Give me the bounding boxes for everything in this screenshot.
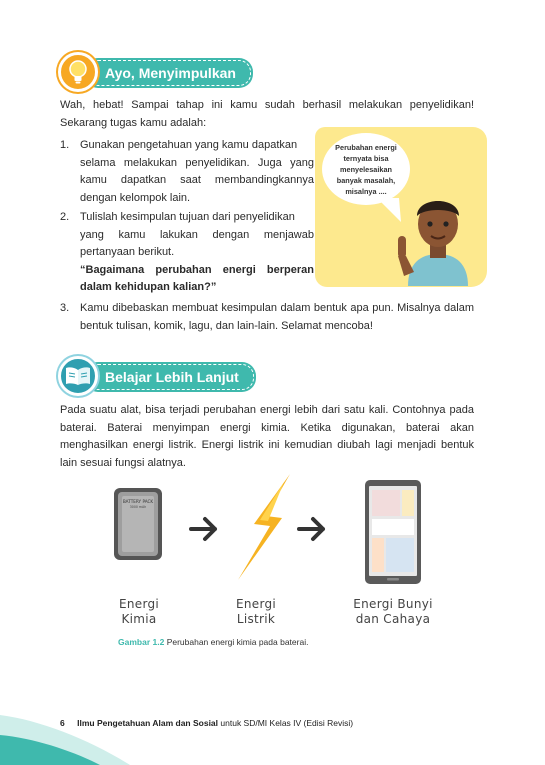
section-title-conclude: Ayo, Menyimpulkan	[86, 60, 251, 86]
task-text: Kamu dibebaskan membuat kesimpulan dalam bentuk apa pun. Misalnya dalam bentuk tulisan, komik, lagu, dan lain-lain. Selamat mencoba!	[80, 302, 474, 332]
page-footer	[60, 718, 353, 728]
figure-caption-label: Gambar 1.2	[118, 637, 165, 647]
further-paragraph: Pada suatu alat, bisa terjadi perubahan energi lebih dari satu kali. Contohnya pada baterai. Baterai menyimpan energi kimia. Ketika digunakan, baterai akan menghasilkan energi listrik. Energi listrik ini kemudian diubah lagi menjadi bentuk lain sesuai fungsi alatnya.	[60, 404, 474, 469]
section-header-further	[58, 356, 288, 396]
boy-thinking-illustration	[392, 186, 484, 286]
section-header-conclude	[58, 52, 278, 92]
arrow-right-icon	[189, 514, 219, 544]
battery-label: BATTERY PACK	[122, 499, 154, 504]
tablet-device-icon	[364, 479, 422, 585]
figure-caption	[118, 637, 308, 647]
intro-paragraph: Wah, hebat! Sampai tahap ini kamu sudah berhasil melakukan penyelidikan! Sekarang tugas kamu adalah:	[60, 99, 474, 129]
task-line: dengan kelompok lain.	[80, 191, 191, 204]
task-question: “Bagaimana perubahan energi berperan dalam kehidupan kalian?”	[80, 263, 314, 293]
book-title: Ilmu Pengetahuan Alam dan Sosial	[77, 718, 219, 728]
task-line: Gunakan pengetahuan yang kamu dapatkan	[80, 139, 298, 151]
section-title-further: Belajar Lebih Lanjut	[86, 364, 254, 390]
task-number: 1.	[60, 139, 70, 151]
label-chemical-energy: Energi Kimia	[118, 597, 160, 626]
arrow-right-icon	[297, 514, 327, 544]
open-book-icon	[58, 356, 98, 396]
task-number: 2.	[60, 211, 70, 223]
task-line: kamu dapatkan saat membandingkannya	[80, 174, 314, 186]
lightning-bolt-icon	[232, 472, 294, 582]
task-line: yang kamu lakukan dengan menjawab	[80, 228, 314, 241]
battery-capacity: 3000 mAh	[129, 505, 147, 509]
speech-bubble: Perubahan energi ternyata bisa menyelesaikan banyak masalah, misalnya ....	[322, 133, 410, 205]
label-sound-light-energy: Energi Bunyi dan Cahaya	[353, 597, 433, 626]
book-subtitle: untuk SD/MI Kelas IV (Edisi Revisi)	[220, 718, 354, 728]
page-number: 6	[60, 718, 65, 728]
label-electric-energy: Energi Listrik	[235, 597, 277, 626]
battery-pack-icon	[113, 487, 163, 561]
task-line: pertanyaan berikut.	[80, 246, 175, 258]
task-line: Tulislah kesimpulan tujuan dari penyelidikan	[80, 211, 295, 223]
task-number: 3.	[60, 302, 70, 314]
lightbulb-icon	[58, 52, 98, 92]
figure-caption-text: Perubahan energi kimia pada baterai.	[166, 637, 309, 647]
task-line: selama melakukan penyelidikan. Juga yang	[80, 156, 314, 169]
